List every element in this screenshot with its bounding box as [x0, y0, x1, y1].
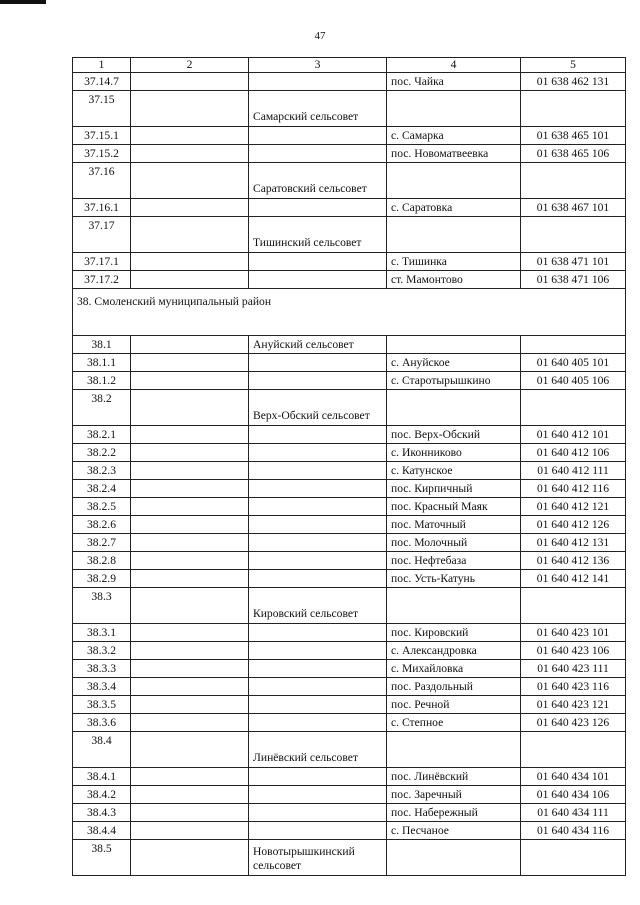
section-header-row	[73, 289, 626, 336]
cell-council: Новотырышкинский сельсовет	[249, 840, 387, 876]
cell-council	[249, 516, 387, 534]
cell-council	[249, 570, 387, 588]
cell-settlement	[387, 163, 521, 199]
cell-okato: 01 640 405 101	[521, 354, 626, 372]
cell-code: 38.2	[73, 390, 131, 426]
cell-settlement: пос. Усть-Катунь	[387, 570, 521, 588]
cell-settlement: пос. Кировский	[387, 624, 521, 642]
cell-okato	[521, 840, 626, 876]
table-row	[73, 91, 626, 127]
cell-blank	[131, 91, 249, 127]
cell-blank	[131, 552, 249, 570]
cell-blank	[131, 588, 249, 624]
table-row	[73, 696, 626, 714]
cell-blank	[131, 217, 249, 253]
table-row	[73, 145, 626, 163]
cell-council: Линёвский сельсовет	[249, 732, 387, 768]
cell-code: 38.1.1	[73, 354, 131, 372]
cell-blank	[131, 145, 249, 163]
cell-okato: 01 640 412 106	[521, 444, 626, 462]
table-row	[73, 336, 626, 354]
table-row	[73, 714, 626, 732]
table-row	[73, 480, 626, 498]
cell-okato: 01 640 434 111	[521, 804, 626, 822]
cell-code: 38.2.2	[73, 444, 131, 462]
cell-okato: 01 638 465 101	[521, 127, 626, 145]
cell-blank	[131, 354, 249, 372]
cell-okato: 01 638 471 101	[521, 253, 626, 271]
cell-okato	[521, 91, 626, 127]
cell-blank	[131, 768, 249, 786]
table-row	[73, 444, 626, 462]
table-row	[73, 516, 626, 534]
cell-settlement: с. Песчаное	[387, 822, 521, 840]
cell-council	[249, 660, 387, 678]
cell-settlement: с. Тишинка	[387, 253, 521, 271]
cell-blank	[131, 462, 249, 480]
cell-settlement: с. Михайловка	[387, 660, 521, 678]
cell-settlement: с. Степное	[387, 714, 521, 732]
cell-council: Верх-Обский сельсовет	[249, 390, 387, 426]
table-row	[73, 217, 626, 253]
cell-blank	[131, 253, 249, 271]
table-row	[73, 624, 626, 642]
cell-blank	[131, 73, 249, 91]
table-row	[73, 462, 626, 480]
table-row	[73, 840, 626, 876]
cell-code: 38.3.5	[73, 696, 131, 714]
table-row	[73, 678, 626, 696]
cell-council	[249, 271, 387, 289]
cell-code: 37.17	[73, 217, 131, 253]
cell-settlement: с. Иконниково	[387, 444, 521, 462]
cell-code: 38.4.3	[73, 804, 131, 822]
cell-code: 38.1	[73, 336, 131, 354]
cell-code: 38.2.8	[73, 552, 131, 570]
cell-blank	[131, 516, 249, 534]
cell-settlement: с. Ануйское	[387, 354, 521, 372]
header-col-2: 2	[131, 58, 249, 73]
cell-council	[249, 372, 387, 390]
cell-blank	[131, 804, 249, 822]
cell-code: 37.14.7	[73, 73, 131, 91]
table-row	[73, 163, 626, 199]
table-row	[73, 127, 626, 145]
cell-blank	[131, 840, 249, 876]
cell-settlement: пос. Набережный	[387, 804, 521, 822]
cell-blank	[131, 642, 249, 660]
cell-council	[249, 426, 387, 444]
cell-settlement: пос. Чайка	[387, 73, 521, 91]
cell-blank	[131, 660, 249, 678]
table-row	[73, 804, 626, 822]
cell-code: 37.15.1	[73, 127, 131, 145]
cell-code: 37.16.1	[73, 199, 131, 217]
cell-okato: 01 640 423 101	[521, 624, 626, 642]
cell-blank	[131, 199, 249, 217]
table-row	[73, 354, 626, 372]
cell-council: Саратовский сельсовет	[249, 163, 387, 199]
cell-okato: 01 638 471 106	[521, 271, 626, 289]
table-body	[73, 58, 626, 876]
cell-blank	[131, 271, 249, 289]
cell-blank	[131, 163, 249, 199]
cell-blank	[131, 426, 249, 444]
table-row	[73, 426, 626, 444]
cell-code: 38.2.3	[73, 462, 131, 480]
cell-code: 38.2.6	[73, 516, 131, 534]
cell-council	[249, 552, 387, 570]
table-row	[73, 390, 626, 426]
cell-settlement: с. Александровка	[387, 642, 521, 660]
cell-code: 38.3.3	[73, 660, 131, 678]
cell-blank	[131, 534, 249, 552]
cell-code: 38.4.2	[73, 786, 131, 804]
cell-council	[249, 804, 387, 822]
cell-code: 37.15.2	[73, 145, 131, 163]
cell-settlement	[387, 840, 521, 876]
cell-okato: 01 640 423 116	[521, 678, 626, 696]
table-row	[73, 498, 626, 516]
table-row	[73, 552, 626, 570]
table-header-row	[73, 58, 626, 73]
cell-code: 38.3.6	[73, 714, 131, 732]
cell-council	[249, 480, 387, 498]
cell-code: 38.2.4	[73, 480, 131, 498]
cell-okato: 01 638 462 131	[521, 73, 626, 91]
cell-settlement: пос. Речной	[387, 696, 521, 714]
cell-council	[249, 678, 387, 696]
cell-settlement: пос. Новоматвеевка	[387, 145, 521, 163]
cell-okato	[521, 732, 626, 768]
header-col-4: 4	[387, 58, 521, 73]
cell-council	[249, 444, 387, 462]
cell-code: 38.3.2	[73, 642, 131, 660]
cell-council: Тишинский сельсовет	[249, 217, 387, 253]
cell-settlement: пос. Раздольный	[387, 678, 521, 696]
cell-council	[249, 534, 387, 552]
cell-settlement	[387, 588, 521, 624]
cell-council	[249, 624, 387, 642]
cell-settlement: пос. Кирпичный	[387, 480, 521, 498]
cell-settlement: пос. Маточный	[387, 516, 521, 534]
cell-blank	[131, 444, 249, 462]
cell-blank	[131, 822, 249, 840]
cell-okato: 01 640 434 106	[521, 786, 626, 804]
cell-okato: 01 640 412 121	[521, 498, 626, 516]
cell-council	[249, 73, 387, 91]
cell-okato: 01 640 423 106	[521, 642, 626, 660]
settlements-table	[72, 57, 626, 876]
cell-council	[249, 199, 387, 217]
cell-code: 38.2.7	[73, 534, 131, 552]
cell-okato: 01 640 423 111	[521, 660, 626, 678]
cell-okato	[521, 390, 626, 426]
table-row	[73, 822, 626, 840]
cell-council	[249, 127, 387, 145]
cell-okato: 01 640 412 116	[521, 480, 626, 498]
cell-council: Кировский сельсовет	[249, 588, 387, 624]
cell-okato	[521, 163, 626, 199]
cell-settlement	[387, 91, 521, 127]
cell-code: 37.16	[73, 163, 131, 199]
cell-settlement: пос. Линёвский	[387, 768, 521, 786]
cell-settlement: пос. Нефтебаза	[387, 552, 521, 570]
table-row	[73, 372, 626, 390]
table-row	[73, 570, 626, 588]
cell-okato: 01 640 405 106	[521, 372, 626, 390]
cell-okato: 01 640 412 101	[521, 426, 626, 444]
cell-code: 37.17.1	[73, 253, 131, 271]
cell-blank	[131, 786, 249, 804]
cell-blank	[131, 714, 249, 732]
header-col-1: 1	[73, 58, 131, 73]
cell-council: Ануйский сельсовет	[249, 336, 387, 354]
cell-blank	[131, 390, 249, 426]
cell-okato	[521, 588, 626, 624]
cell-council	[249, 498, 387, 516]
cell-settlement	[387, 732, 521, 768]
cell-okato	[521, 217, 626, 253]
cell-settlement: ст. Мамонтово	[387, 271, 521, 289]
cell-settlement: с. Самарка	[387, 127, 521, 145]
top-rule	[0, 0, 46, 4]
cell-code: 38.1.2	[73, 372, 131, 390]
cell-code: 38.3.4	[73, 678, 131, 696]
cell-settlement: пос. Верх-Обский	[387, 426, 521, 444]
cell-okato: 01 640 412 131	[521, 534, 626, 552]
cell-settlement: пос. Заречный	[387, 786, 521, 804]
header-col-5: 5	[521, 58, 626, 73]
cell-okato: 01 640 423 121	[521, 696, 626, 714]
cell-council	[249, 822, 387, 840]
cell-settlement	[387, 390, 521, 426]
cell-council	[249, 253, 387, 271]
cell-code: 37.17.2	[73, 271, 131, 289]
cell-council	[249, 696, 387, 714]
cell-council	[249, 714, 387, 732]
table-row	[73, 253, 626, 271]
cell-blank	[131, 624, 249, 642]
cell-blank	[131, 732, 249, 768]
cell-code: 38.4	[73, 732, 131, 768]
cell-blank	[131, 336, 249, 354]
table-row	[73, 271, 626, 289]
cell-code: 38.2.5	[73, 498, 131, 516]
table-row	[73, 660, 626, 678]
table-row	[73, 199, 626, 217]
cell-council: Самарский сельсовет	[249, 91, 387, 127]
cell-blank	[131, 570, 249, 588]
cell-settlement: пос. Красный Маяк	[387, 498, 521, 516]
page-number: 47	[314, 30, 326, 42]
cell-settlement: с. Саратовка	[387, 199, 521, 217]
cell-code: 38.5	[73, 840, 131, 876]
cell-council	[249, 462, 387, 480]
table-row	[73, 732, 626, 768]
cell-code: 38.2.9	[73, 570, 131, 588]
cell-settlement: с. Старотырышкино	[387, 372, 521, 390]
section-title: 38. Смоленский муниципальный район	[73, 289, 626, 336]
cell-okato: 01 640 423 126	[521, 714, 626, 732]
cell-okato: 01 640 412 136	[521, 552, 626, 570]
cell-code: 37.15	[73, 91, 131, 127]
table-row	[73, 786, 626, 804]
header-col-3: 3	[249, 58, 387, 73]
table-row	[73, 73, 626, 91]
cell-okato: 01 640 412 141	[521, 570, 626, 588]
cell-okato: 01 640 412 111	[521, 462, 626, 480]
table-row	[73, 534, 626, 552]
cell-blank	[131, 696, 249, 714]
cell-code: 38.3	[73, 588, 131, 624]
cell-settlement: пос. Молочный	[387, 534, 521, 552]
cell-okato: 01 640 412 126	[521, 516, 626, 534]
cell-settlement	[387, 217, 521, 253]
cell-council	[249, 354, 387, 372]
cell-blank	[131, 372, 249, 390]
cell-council	[249, 786, 387, 804]
cell-settlement: с. Катунское	[387, 462, 521, 480]
cell-code: 38.4.1	[73, 768, 131, 786]
cell-blank	[131, 678, 249, 696]
cell-blank	[131, 480, 249, 498]
cell-okato: 01 638 467 101	[521, 199, 626, 217]
cell-code: 38.4.4	[73, 822, 131, 840]
cell-blank	[131, 498, 249, 516]
cell-code: 38.3.1	[73, 624, 131, 642]
cell-okato: 01 638 465 106	[521, 145, 626, 163]
cell-okato	[521, 336, 626, 354]
table-row	[73, 642, 626, 660]
cell-council	[249, 768, 387, 786]
table-row	[73, 588, 626, 624]
cell-settlement	[387, 336, 521, 354]
cell-okato: 01 640 434 116	[521, 822, 626, 840]
table-row	[73, 768, 626, 786]
cell-council	[249, 642, 387, 660]
cell-blank	[131, 127, 249, 145]
cell-code: 38.2.1	[73, 426, 131, 444]
cell-council	[249, 145, 387, 163]
cell-okato: 01 640 434 101	[521, 768, 626, 786]
